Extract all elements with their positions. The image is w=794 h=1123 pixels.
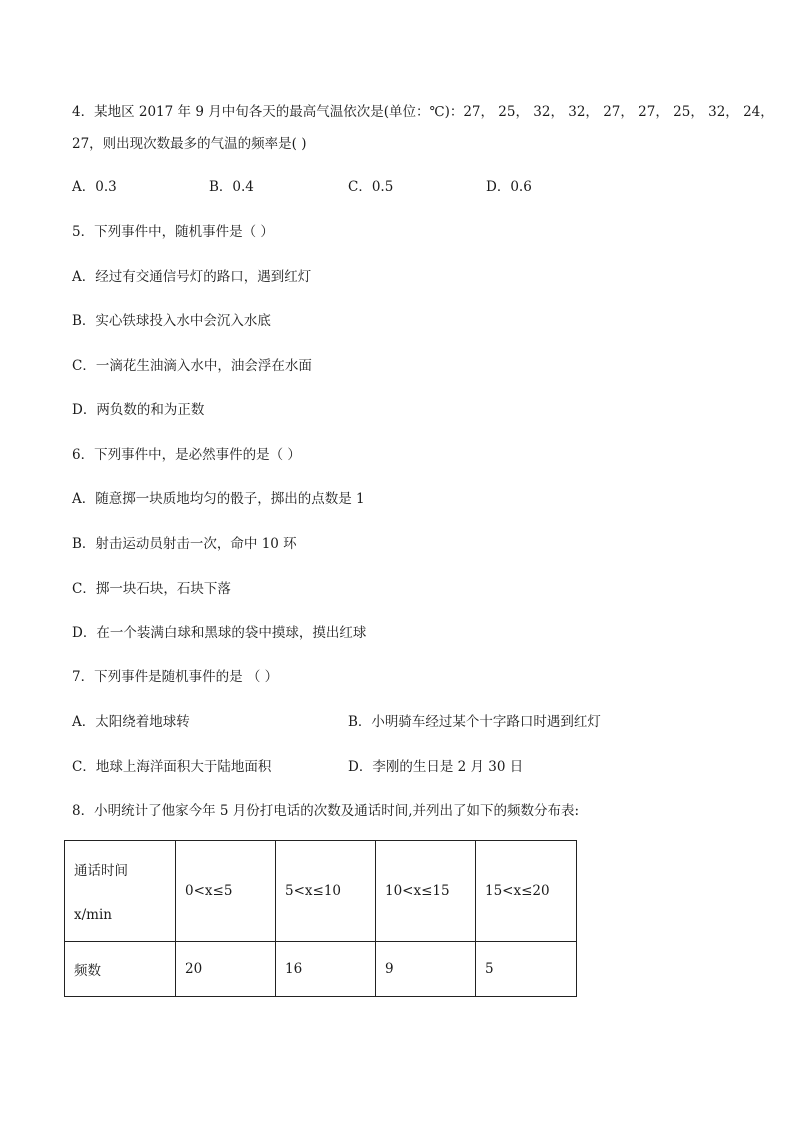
q7-option-c: C．地球上海洋面积大于陆地面积 bbox=[72, 759, 272, 775]
interval-cell: 0<x≤5 bbox=[176, 841, 276, 942]
q4-option-d: D．0.6 bbox=[486, 179, 532, 195]
q5-option-b: B．实心铁球投入水中会沉入水底 bbox=[72, 313, 271, 329]
q7-option-b: B．小明骑车经过某个十字路口时遇到红灯 bbox=[348, 714, 601, 730]
q5-option-a: A．经过有交通信号灯的路口，遇到红灯 bbox=[72, 269, 312, 285]
frequency-cell: 9 bbox=[376, 942, 476, 997]
q4-option-c: C．0.5 bbox=[348, 179, 394, 195]
table-header-label bbox=[65, 841, 176, 942]
q8-stem: 8．小明统计了他家今年 5 月份打电话的次数及通话时间,并列出了如下的频数分布表: bbox=[72, 803, 580, 819]
q4-stem-line1: 4．某地区 2017 年 9 月中旬各天的最高气温依次是(单位：℃)：27， 25， 32， 32， 27， 27， 25， 32， 24， bbox=[72, 104, 774, 120]
q7-option-a: A．太阳绕着地球转 bbox=[72, 714, 190, 730]
frequency-cell: 5 bbox=[476, 942, 577, 997]
interval-cell: 5<x≤10 bbox=[276, 841, 376, 942]
q7-option-d: D．李刚的生日是 2 月 30 日 bbox=[348, 759, 524, 775]
q6-option-d: D．在一个装满白球和黑球的袋中摸球，摸出红球 bbox=[72, 625, 367, 641]
frequency-cell: 16 bbox=[276, 942, 376, 997]
q6-option-b: B．射击运动员射击一次，命中 10 环 bbox=[72, 536, 297, 552]
frequency-table bbox=[64, 840, 577, 997]
q7-stem: 7．下列事件是随机事件的是 （ ） bbox=[72, 669, 279, 685]
q6-option-c: C．掷一块石块，石块下落 bbox=[72, 581, 231, 597]
interval-cell: 15<x≤20 bbox=[476, 841, 577, 942]
q5-option-c: C．一滴花生油滴入水中，油会浮在水面 bbox=[72, 358, 312, 374]
row-label: 频数 bbox=[65, 942, 176, 997]
q4-stem-line2: 27，则出现次数最多的气温的频率是( ) bbox=[72, 136, 307, 152]
frequency-cell: 20 bbox=[176, 942, 276, 997]
table-header-row bbox=[65, 841, 577, 942]
q5-stem: 5．下列事件中，随机事件是（ ） bbox=[72, 224, 274, 240]
header-label-line2: x/min bbox=[74, 907, 112, 923]
q6-stem: 6．下列事件中，是必然事件的是（ ） bbox=[72, 447, 301, 463]
header-label-line1: 通话时间 bbox=[74, 863, 128, 879]
interval-cell: 10<x≤15 bbox=[376, 841, 476, 942]
table-row bbox=[65, 942, 577, 997]
q4-option-a: A．0.3 bbox=[72, 179, 117, 195]
q5-option-d: D．两负数的和为正数 bbox=[72, 402, 205, 418]
q6-option-a: A．随意掷一块质地均匀的骰子，掷出的点数是 1 bbox=[72, 491, 365, 507]
q4-option-b: B．0.4 bbox=[209, 179, 254, 195]
